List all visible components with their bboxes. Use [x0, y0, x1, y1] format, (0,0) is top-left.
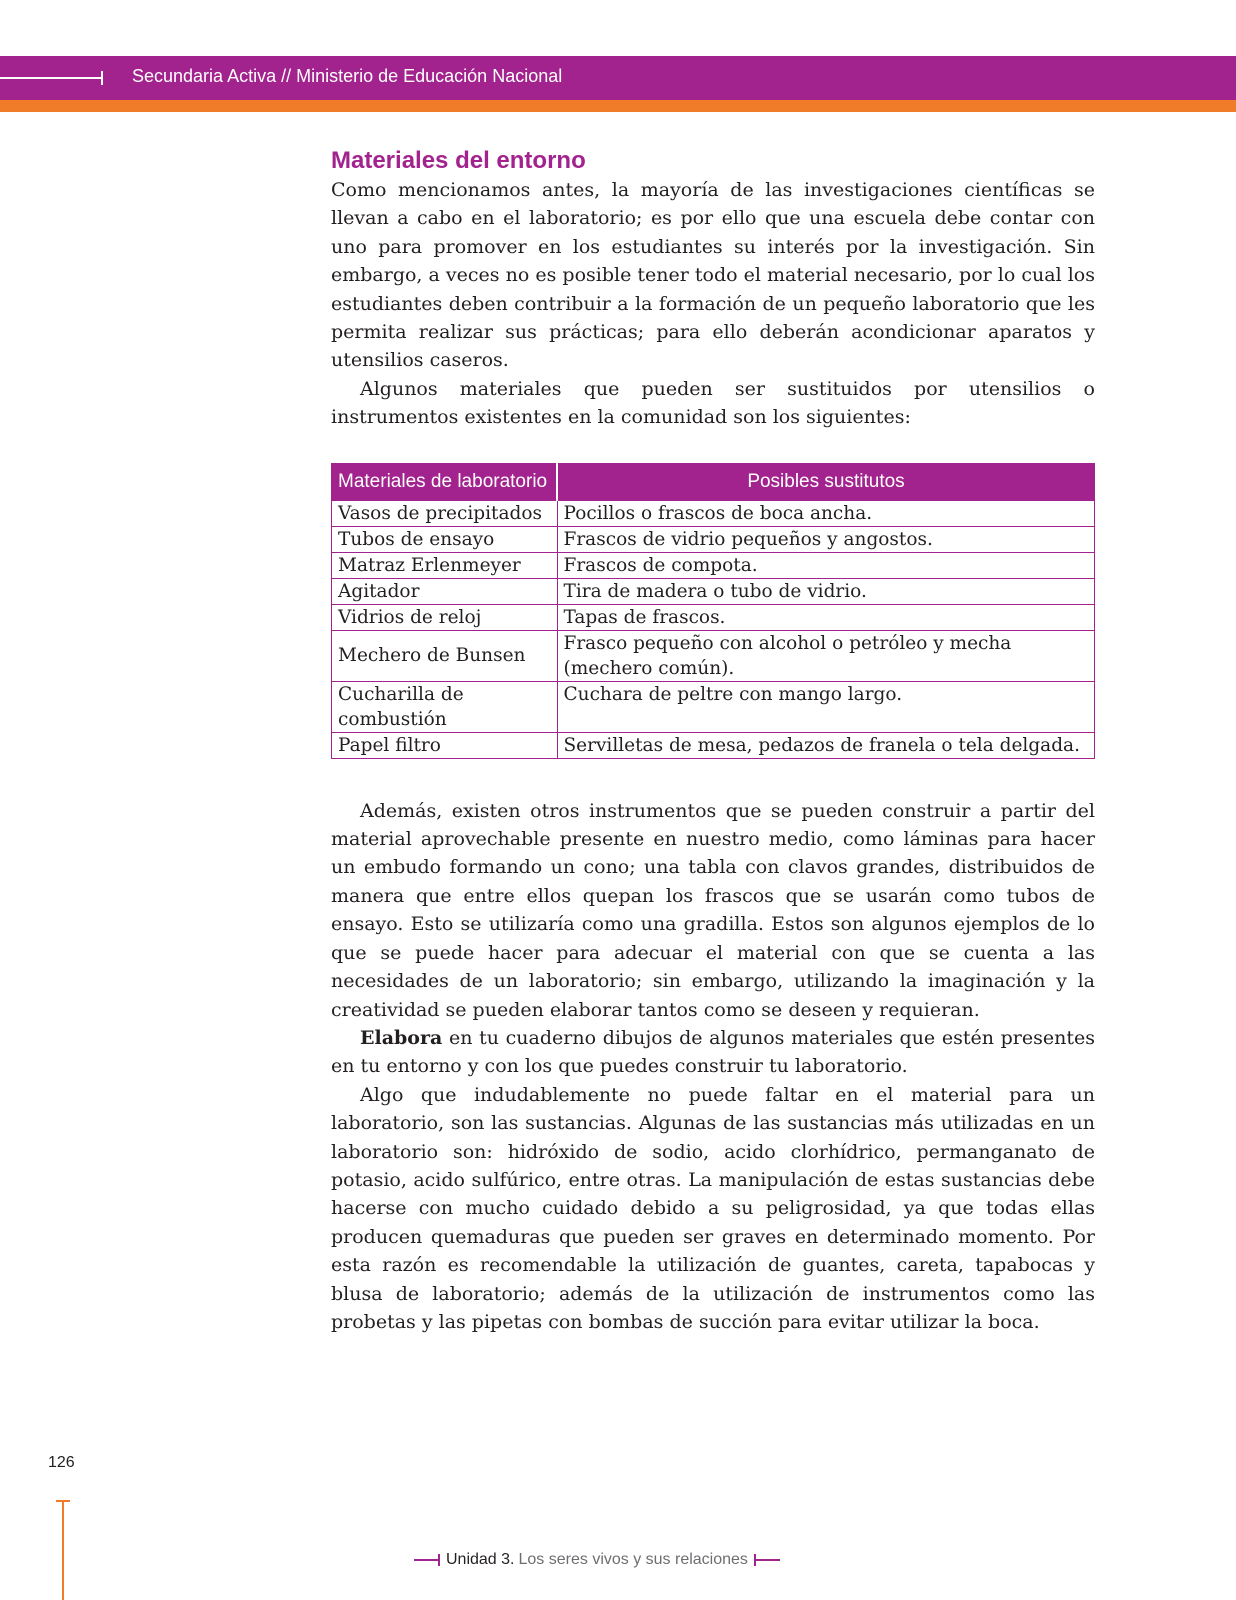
footer-unit: [414, 1551, 780, 1569]
table-row: [332, 526, 1095, 552]
activity-keyword: Elabora: [360, 1026, 443, 1049]
substitute-cell: Servilletas de mesa, pedazos de franela o tela delgada.: [557, 732, 1095, 758]
table-row: [332, 552, 1095, 578]
unit-title: Los seres vivos y sus relaciones: [518, 1551, 748, 1568]
footer-dash-right: [754, 1559, 780, 1561]
table-header-row: [332, 463, 1095, 500]
main-content: [331, 146, 1095, 1336]
header-stripe: [0, 100, 1236, 112]
header-title: Secundaria Activa // Ministerio de Educación Nacional: [132, 66, 563, 86]
table-row: [332, 732, 1095, 758]
side-rule-cap: [56, 1500, 70, 1502]
material-cell: Vidrios de reloj: [332, 604, 558, 630]
header-substitutes: Posibles sustitutos: [557, 463, 1095, 500]
substitute-cell: Tira de madera o tubo de vidrio.: [557, 578, 1095, 604]
substitute-cell: Tapas de frascos.: [557, 604, 1095, 630]
footer-dash-left: [414, 1559, 440, 1561]
material-cell: Mechero de Bunsen: [332, 630, 558, 681]
paragraph-instruments: Además, existen otros instrumentos que se pueden construir a partir del material aprovechable presente en nuestro medio, como láminas para hacer un embudo formando un cono; una tabla con clavos grandes, distribuidos de manera que entre ellos quepan los frascos que se usarán como tubos de ensayo. Esto se utilizaría como una gradilla. Estos son algunos ejemplos de lo que se puede hacer para adecuar el material con que se cuenta a las necesidades de un laboratorio; sin embargo, utilizando la imaginación y la creatividad se pueden elaborar tantos como se deseen y requieran.: [331, 799, 1095, 1021]
materials-table: [331, 463, 1095, 759]
substitute-cell: Cuchara de peltre con mango largo.: [557, 681, 1095, 732]
side-rule: [62, 1500, 64, 1600]
page-number: 126: [48, 1454, 75, 1471]
material-cell: Papel filtro: [332, 732, 558, 758]
material-cell: Tubos de ensayo: [332, 526, 558, 552]
materials-table-wrap: [331, 463, 1095, 759]
header-materials: Materiales de laboratorio: [332, 463, 558, 500]
unit-label: Unidad 3.: [446, 1551, 515, 1568]
table-row: [332, 578, 1095, 604]
section-title: Materiales del entorno: [331, 147, 586, 174]
header-rule-cap: [101, 71, 103, 85]
activity-text: en tu cuaderno dibujos de algunos materiales que estén presentes en tu entorno y con los que puedes construir tu laboratorio.: [331, 1026, 1095, 1078]
table-row: [332, 681, 1095, 732]
substitute-cell: Frascos de compota.: [557, 552, 1095, 578]
material-cell: Vasos de precipitados: [332, 500, 558, 526]
table-row: [332, 604, 1095, 630]
substitute-cell: Frasco pequeño con alcohol o petróleo y mecha (mechero común).: [557, 630, 1095, 681]
substitute-cell: Pocillos o frascos de boca ancha.: [557, 500, 1095, 526]
header-rule: [0, 77, 102, 79]
material-cell: Matraz Erlenmeyer: [332, 552, 558, 578]
substitute-cell: Frascos de vidrio pequeños y angostos.: [557, 526, 1095, 552]
material-cell: Agitador: [332, 578, 558, 604]
material-cell: Cucharilla de combustión: [332, 681, 558, 732]
table-row: [332, 500, 1095, 526]
paragraph-intro: Como mencionamos antes, la mayoría de las investigaciones científicas se llevan a cabo en el laboratorio; es por ello que una escuela debe contar con uno para promover en los estudiantes su interés por la investigación. Sin embargo, a veces no es posible tener todo el material necesario, por lo cual los estudiantes deben contribuir a la formación de un pequeño laboratorio que les permita realizar sus prácticas; para ello deberán acondicionar aparatos y utensilios caseros.: [331, 179, 1095, 372]
table-row: [332, 630, 1095, 681]
paragraph-substances: Algo que indudablemente no puede faltar en el material para un laboratorio, son las sustancias. Algunas de las sustancias más utilizadas en un laboratorio son: hidróxido de sodio, acido clorhídrico, permanganato de potasio, acido sulfúrico, entre otras. La manipulación de estas sustancias debe hacerse con mucho cuidado debido a su peligrosidad, ya que todas ellas producen quemaduras que pueden ser graves en determinado momento. Por esta razón es recomendable la utilización de guantes, careta, tapabocas y blusa de laboratorio; además de la utilización de instrumentos como las probetas y las pipetas con bombas de succión para evitar utilizar la boca.: [331, 1083, 1095, 1333]
paragraph-activity: [331, 1024, 1095, 1081]
paragraph-list-intro: Algunos materiales que pueden ser sustituidos por utensilios o instrumentos existentes en la comunidad son los siguientes:: [331, 377, 1095, 429]
